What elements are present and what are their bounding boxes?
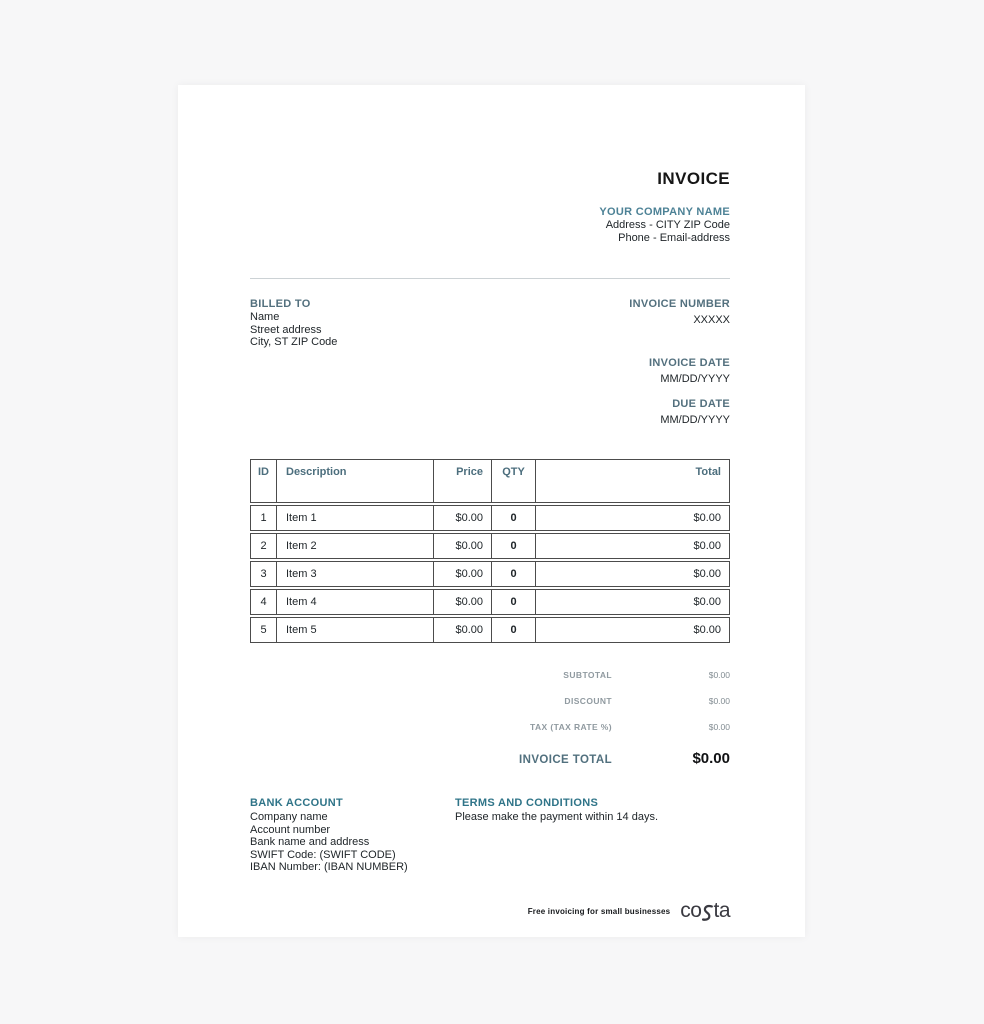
- page-footer: [528, 899, 730, 923]
- discount-value: $0.00: [708, 696, 730, 706]
- billing-row: [250, 298, 730, 427]
- cell-description: Item 3: [277, 561, 434, 587]
- due-date-block: [629, 398, 730, 427]
- company-address: Address - CITY ZIP Code: [605, 219, 730, 231]
- discount-row: [250, 696, 730, 706]
- invoice-header: [250, 169, 730, 244]
- cell-price: $0.00: [434, 505, 492, 531]
- cell-description: Item 2: [277, 533, 434, 559]
- table-row: [250, 589, 730, 615]
- subtotal-row: [250, 670, 730, 680]
- invoice-number-label: INVOICE NUMBER: [629, 298, 730, 310]
- bank-account-block: [250, 797, 455, 874]
- header-divider: [250, 278, 730, 279]
- conta-logo-text-ta: ta: [713, 899, 730, 922]
- bottom-info-row: [250, 797, 730, 874]
- invoice-date-block: [629, 357, 730, 386]
- cell-total: $0.00: [536, 617, 730, 643]
- cell-id: 5: [250, 617, 277, 643]
- terms-text: Please make the payment within 14 days.: [455, 811, 659, 823]
- table-row: [250, 533, 730, 559]
- table-row: [250, 561, 730, 587]
- billed-to-street: Street address: [250, 323, 322, 336]
- line-items-table: [250, 457, 730, 645]
- cell-description: Item 1: [277, 505, 434, 531]
- cell-description: Item 4: [277, 589, 434, 615]
- footer-tagline: Free invoicing for small businesses: [527, 906, 671, 916]
- cell-id: 3: [250, 561, 277, 587]
- bank-account-heading: BANK ACCOUNT: [250, 797, 344, 809]
- tax-value: $0.00: [708, 722, 730, 732]
- terms-block: [455, 797, 730, 874]
- billed-to-heading: BILLED TO: [250, 298, 311, 310]
- due-date-value: MM/DD/YYYY: [660, 414, 730, 426]
- cell-total: $0.00: [536, 561, 730, 587]
- invoice-total-row: [250, 750, 730, 767]
- invoice-meta-block: [629, 298, 730, 427]
- conta-logo-text-co: co: [680, 899, 702, 922]
- cell-price: $0.00: [434, 589, 492, 615]
- invoice-total-value: $0.00: [692, 750, 730, 767]
- bank-account-number: Account number: [250, 823, 331, 836]
- billed-to-city: City, ST ZIP Code: [250, 336, 338, 348]
- billed-to-name: Name: [250, 311, 280, 323]
- bank-name-address: Bank name and address: [250, 836, 370, 848]
- bank-company-name: Company name: [250, 811, 328, 823]
- table-row: [250, 617, 730, 643]
- invoice-date-label: INVOICE DATE: [648, 357, 730, 369]
- company-block: [250, 206, 730, 244]
- cell-total: $0.00: [536, 505, 730, 531]
- cell-qty: 0: [492, 617, 536, 643]
- subtotal-value: $0.00: [708, 670, 730, 680]
- cell-qty: 0: [492, 505, 536, 531]
- invoice-date-value: MM/DD/YYYY: [660, 373, 730, 385]
- billed-to-block: [250, 298, 337, 427]
- cell-qty: 0: [492, 533, 536, 559]
- header-description: Description: [277, 459, 434, 503]
- header-id: ID: [250, 459, 277, 503]
- header-qty: QTY: [492, 459, 536, 503]
- cell-price: $0.00: [434, 533, 492, 559]
- cell-price: $0.00: [434, 617, 492, 643]
- bank-swift-code: SWIFT Code: (SWIFT CODE): [250, 848, 396, 861]
- cell-qty: 0: [492, 589, 536, 615]
- conta-logo: [680, 899, 730, 923]
- cell-id: 1: [250, 505, 277, 531]
- cell-total: $0.00: [536, 533, 730, 559]
- tax-label: TAX (TAX RATE %): [530, 722, 612, 732]
- company-name: YOUR COMPANY NAME: [599, 206, 730, 218]
- subtotal-label: SUBTOTAL: [563, 670, 612, 680]
- company-contact: Phone - Email-address: [618, 231, 730, 244]
- cell-description: Item 5: [277, 617, 434, 643]
- table-header-row: [250, 459, 730, 503]
- conta-logo-curl-icon: [700, 902, 714, 924]
- invoice-number-value: XXXXX: [693, 314, 730, 326]
- header-total: Total: [536, 459, 730, 503]
- page-title: INVOICE: [657, 169, 730, 188]
- invoice-number-block: [629, 298, 730, 327]
- summary-block: [250, 670, 730, 767]
- tax-row: [250, 722, 730, 732]
- invoice-page: [178, 85, 805, 937]
- cell-id: 4: [250, 589, 277, 615]
- cell-id: 2: [250, 533, 277, 559]
- discount-label: DISCOUNT: [564, 696, 612, 706]
- cell-qty: 0: [492, 561, 536, 587]
- table-row: [250, 505, 730, 531]
- terms-heading: TERMS AND CONDITIONS: [455, 797, 599, 809]
- cell-price: $0.00: [434, 561, 492, 587]
- invoice-content: [250, 85, 730, 874]
- cell-total: $0.00: [536, 589, 730, 615]
- bank-iban-number: IBAN Number: (IBAN NUMBER): [250, 861, 408, 873]
- due-date-label: DUE DATE: [672, 398, 730, 410]
- header-price: Price: [434, 459, 492, 503]
- invoice-total-label: INVOICE TOTAL: [519, 754, 612, 766]
